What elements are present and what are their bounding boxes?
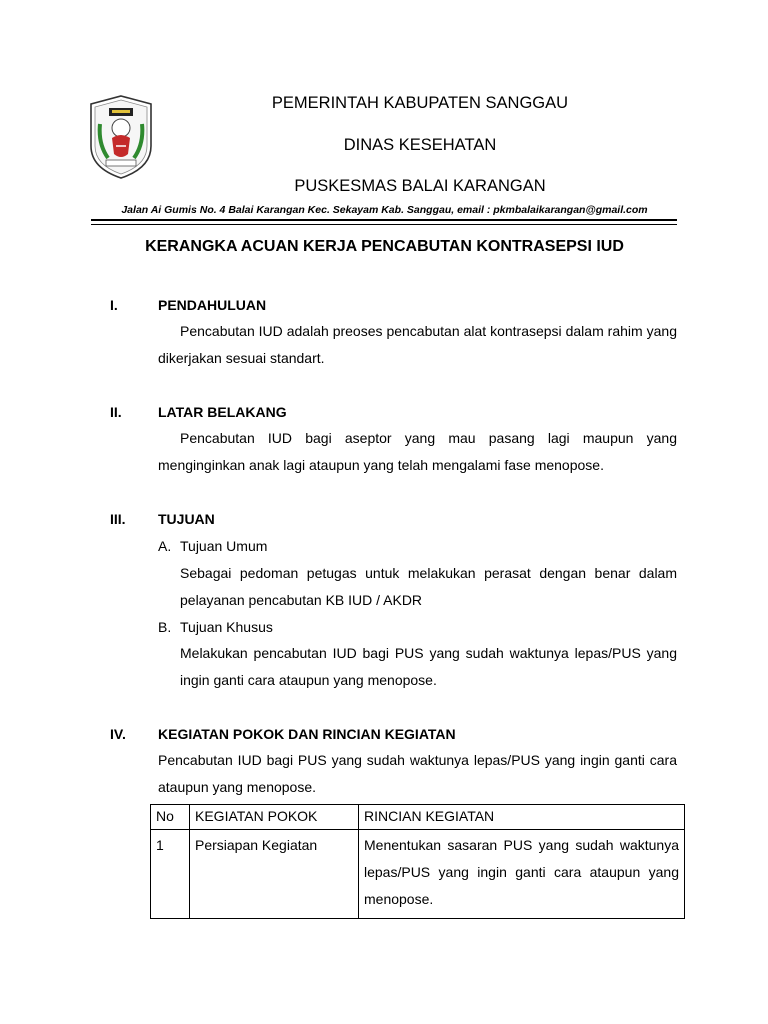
- org-name-line-3: PUSKESMAS BALAI KARANGAN: [294, 177, 546, 195]
- table-header-cell: KEGIATAN POKOK: [190, 805, 359, 830]
- letterhead-rule-thick: [91, 219, 677, 221]
- letterhead-rule-thin: [91, 224, 677, 225]
- activity-table: [150, 804, 685, 919]
- sanggau-regency-crest-icon: [88, 94, 154, 180]
- table-header-cell: RINCIAN KEGIATAN: [359, 805, 685, 830]
- section-heading: TUJUAN: [158, 511, 215, 527]
- subsection-heading: Tujuan Khusus: [180, 619, 273, 635]
- section-paragraph: Pencabutan IUD bagi aseptor yang mau pasang lagi maupun yang menginginkan anak lagi ataupun yang telah mengalami fase menopose.: [158, 430, 677, 473]
- subsection-heading: Tujuan Umum: [180, 538, 268, 554]
- section-heading: KEGIATAN POKOK DAN RINCIAN KEGIATAN: [158, 726, 456, 742]
- org-name-line-2: DINAS KESEHATAN: [343, 136, 497, 154]
- subsection-letter: A.: [158, 538, 172, 554]
- subsection-paragraph: Sebagai pedoman petugas untuk melakukan perasat dengan benar dalam pelayanan pencabutan KB IUD / AKDR: [180, 565, 677, 608]
- section-number: I.: [110, 297, 118, 313]
- letterhead-address: Jalan Ai Gumis No. 4 Balai Karangan Kec. Sekayam Kab. Sanggau, email : pkmbalaikarangan@gmail.com: [121, 204, 648, 216]
- document-title: KERANGKA ACUAN KERJA PENCABUTAN KONTRASEPSI IUD: [145, 238, 624, 255]
- subsection-letter: B.: [158, 619, 172, 635]
- section-heading: PENDAHULUAN: [158, 297, 267, 313]
- subsection-paragraph: Melakukan pencabutan IUD bagi PUS yang sudah waktunya lepas/PUS yang ingin ganti cara ataupun yang menopose.: [180, 645, 677, 688]
- section-paragraph: Pencabutan IUD bagi PUS yang sudah waktunya lepas/PUS yang ingin ganti cara ataupun yang menopose.: [158, 752, 677, 795]
- org-name-line-1: PEMERINTAH KABUPATEN SANGGAU: [271, 94, 569, 112]
- table-header-row: [151, 805, 685, 830]
- table-row: [151, 830, 685, 919]
- table-header-cell: No: [151, 805, 190, 830]
- section-heading: LATAR BELAKANG: [158, 404, 287, 420]
- section-number: IV.: [110, 726, 126, 742]
- section-number: II.: [110, 404, 122, 420]
- table-cell: Menentukan sasaran PUS yang sudah waktunya lepas/PUS yang ingin ganti cara ataupun yang menopose.: [359, 830, 685, 919]
- section-number: III.: [110, 511, 126, 527]
- section-paragraph: Pencabutan IUD adalah preoses pencabutan alat kontrasepsi dalam rahim yang dikerjakan sesuai standart.: [158, 323, 677, 366]
- table-cell: Persiapan Kegiatan: [190, 830, 359, 919]
- table-cell: 1: [151, 830, 190, 919]
